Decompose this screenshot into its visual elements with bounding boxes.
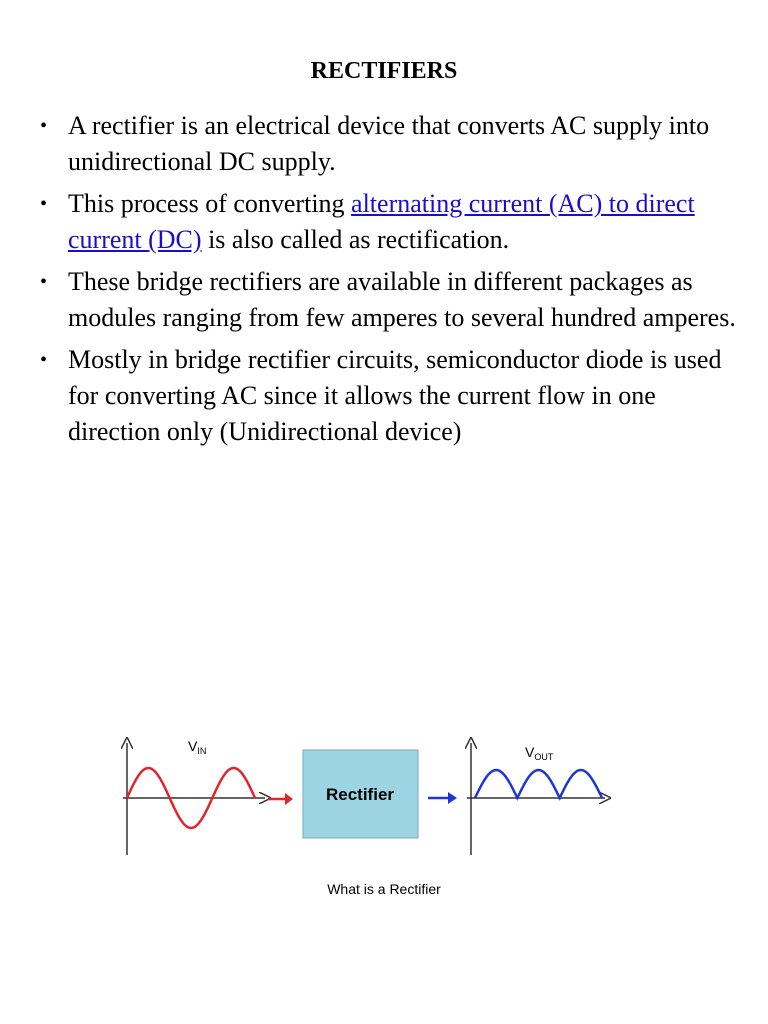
bullet-text: A rectifier is an electrical device that converts AC supply into unidirectional DC supply. xyxy=(68,111,710,176)
figure-caption: What is a Rectifier xyxy=(327,881,441,897)
vout-label: $V_{OUT}$ xyxy=(525,744,554,762)
bullet-item xyxy=(40,264,740,336)
bullet-dot-icon: • xyxy=(40,349,48,371)
bullet-dot-icon: • xyxy=(40,115,48,137)
output-arrow xyxy=(428,792,457,804)
rectifier-diagram xyxy=(115,735,615,875)
bullet-text: These bridge rectifiers are available in different packages as modules ranging from few amperes to several hundred amperes. xyxy=(68,267,736,332)
vin-label: $V_{IN}$ xyxy=(188,738,207,756)
bullet-item xyxy=(40,342,740,450)
bullet-item xyxy=(40,186,740,258)
bullet-text-before: This process of converting xyxy=(68,189,352,218)
bullet-dot-icon: • xyxy=(40,193,48,215)
bullet-list xyxy=(40,108,740,456)
bullet-text: Mostly in bridge rectifier circuits, semiconductor diode is used for converting AC since it allows the current flow in one direction only (Unidirectional device) xyxy=(68,345,722,446)
ac-to-dc-link[interactable]: alternating current (AC) to direct current (DC) xyxy=(68,189,695,254)
output-rectified-wave xyxy=(475,770,602,798)
input-axes xyxy=(123,743,265,855)
bullet-text-after: is also called as rectification. xyxy=(201,225,510,254)
page-title: RECTIFIERS xyxy=(310,58,458,84)
input-arrow xyxy=(268,793,293,805)
bullet-dot-icon: • xyxy=(40,271,48,293)
rectifier-box-label: Rectifier xyxy=(325,785,395,804)
bullet-item xyxy=(40,108,740,180)
